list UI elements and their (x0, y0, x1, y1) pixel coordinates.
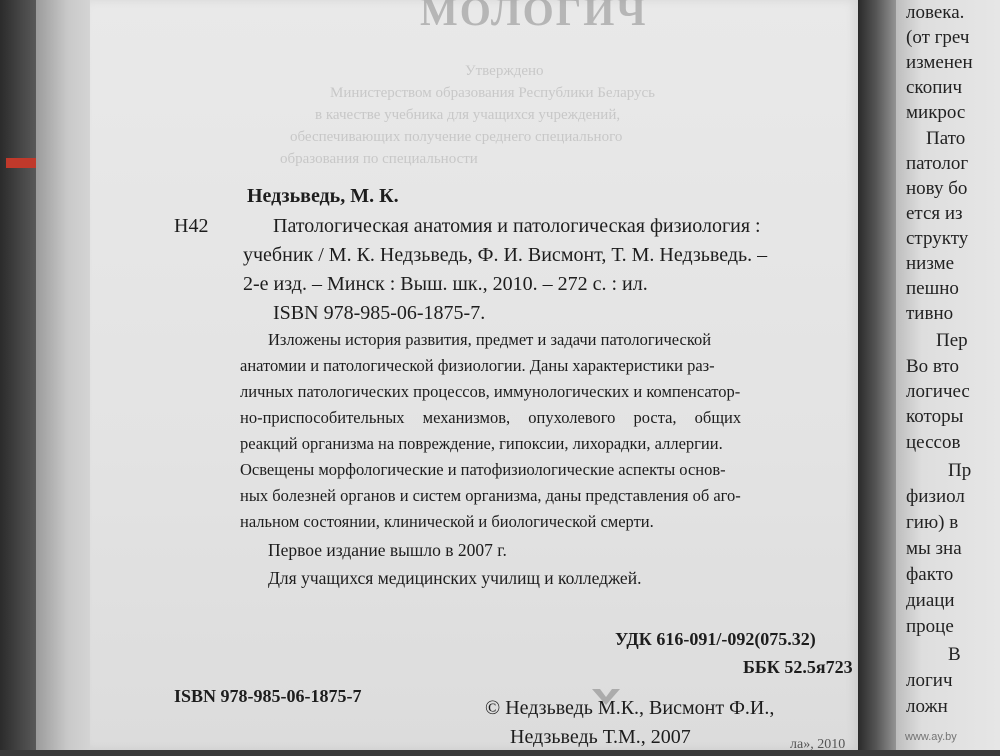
abstract-line: Изложены история развития, предмет и задачи патологической (268, 330, 712, 349)
facing-text-line: логичес (906, 381, 970, 402)
facing-text-line: которы (906, 406, 964, 427)
udk-code: УДК 616-091/-092(075.32) (615, 629, 816, 649)
facing-text-line: Пер (936, 330, 968, 351)
facing-text-line: ется из (906, 203, 963, 224)
catalog-author: Недзьведь, М. К. (247, 185, 399, 207)
facing-text-line: (от греч (906, 27, 970, 48)
facing-text-line: мы зна (906, 538, 962, 559)
facing-text-line: логич (906, 670, 953, 691)
facing-text-line: диаци (906, 590, 955, 611)
facing-text-line: проце (906, 616, 954, 637)
abstract-line: ных болезней органов и систем организма, даны представления об аго- (240, 486, 741, 505)
bleed-line: обеспечивающих получение среднего специального (290, 129, 623, 145)
facing-text-line: ловека. (906, 2, 965, 23)
facing-text-line: физиол (906, 486, 965, 507)
abstract-line: реакций организма на повреждение, гипоксии, лихорадки, аллергии. (240, 434, 723, 453)
abstract-line: нальном состоянии, клинической и биологической смерти. (240, 512, 654, 531)
catalog-call-number: Н42 (174, 215, 209, 237)
facing-text-line: структу (906, 228, 969, 249)
first-edition-note: Первое издание вышло в 2007 г. (268, 540, 507, 560)
site-watermark: www.ay.by (905, 731, 957, 743)
catalog-line: учебник / М. К. Недзьведь, Ф. И. Висмонт, Т. М. Недзьведь. – (243, 244, 768, 266)
facing-text-line: микрос (906, 102, 966, 123)
audience-note: Для учащихся медицинских училищ и колледжей. (268, 568, 642, 588)
facing-text-line: Во вто (906, 356, 959, 377)
facing-text-line: патолог (906, 153, 969, 174)
abstract-line: анатомии и патологической физиологии. Даны характеристики раз- (240, 356, 715, 375)
facing-text-line: тивно (906, 303, 954, 324)
catalog-isbn: ISBN 978-985-06-1875-7. (273, 302, 486, 324)
facing-text-line: пешно (906, 278, 959, 299)
abstract-line: личных патологических процессов, иммунологических и компенсатор- (240, 382, 741, 401)
facing-text-line: нову бо (906, 178, 968, 199)
abstract-line: Освещены морфологические и патофизиологические аспекты основ- (240, 460, 726, 479)
bleed-line: Утверждено (465, 63, 544, 79)
abstract-line: но-приспособительных механизмов, опухолевого роста, общих (240, 408, 742, 427)
book-gutter (858, 0, 898, 750)
footer-isbn: ISBN 978-985-06-1875-7 (174, 686, 362, 706)
copyright-line: Недзьведь Т.М., 2007 (510, 726, 691, 748)
bleed-heading: МОЛОГИЧ (420, 0, 648, 34)
facing-text-line: ложн (906, 696, 948, 717)
catalog-line: Патологическая анатомия и патологическая физиология : (273, 215, 761, 237)
facing-text-line: Пр (948, 460, 972, 481)
facing-text-line: гию) в (906, 512, 959, 533)
copyright-line: © Недзьведь М.К., Висмонт Ф.И., (485, 697, 775, 719)
bbk-code: ББК 52.5я723 (743, 657, 853, 677)
red-spine-stripe (6, 158, 40, 168)
facing-text-line: Пато (926, 128, 966, 149)
catalog-line: 2-е изд. – Минск : Выш. шк., 2010. – 272 с. : ил. (243, 273, 648, 295)
book-page (90, 0, 860, 750)
bleed-line: в качестве учебника для учащихся учреждений, (315, 107, 621, 123)
bleed-line: образования по специальности (280, 151, 478, 167)
facing-text-line: изменен (906, 52, 973, 73)
facing-text-line: цессов (906, 432, 961, 453)
facing-text-line: низме (906, 253, 955, 274)
facing-text-line: скопич (906, 77, 963, 98)
facing-text-line: факто (906, 564, 954, 585)
facing-text-line: В (948, 644, 961, 665)
left-background (0, 0, 40, 750)
bleed-line: Министерством образования Республики Беларусь (330, 85, 656, 101)
publisher-year-fragment: ла», 2010 (790, 737, 846, 752)
facing-page (896, 0, 1000, 750)
